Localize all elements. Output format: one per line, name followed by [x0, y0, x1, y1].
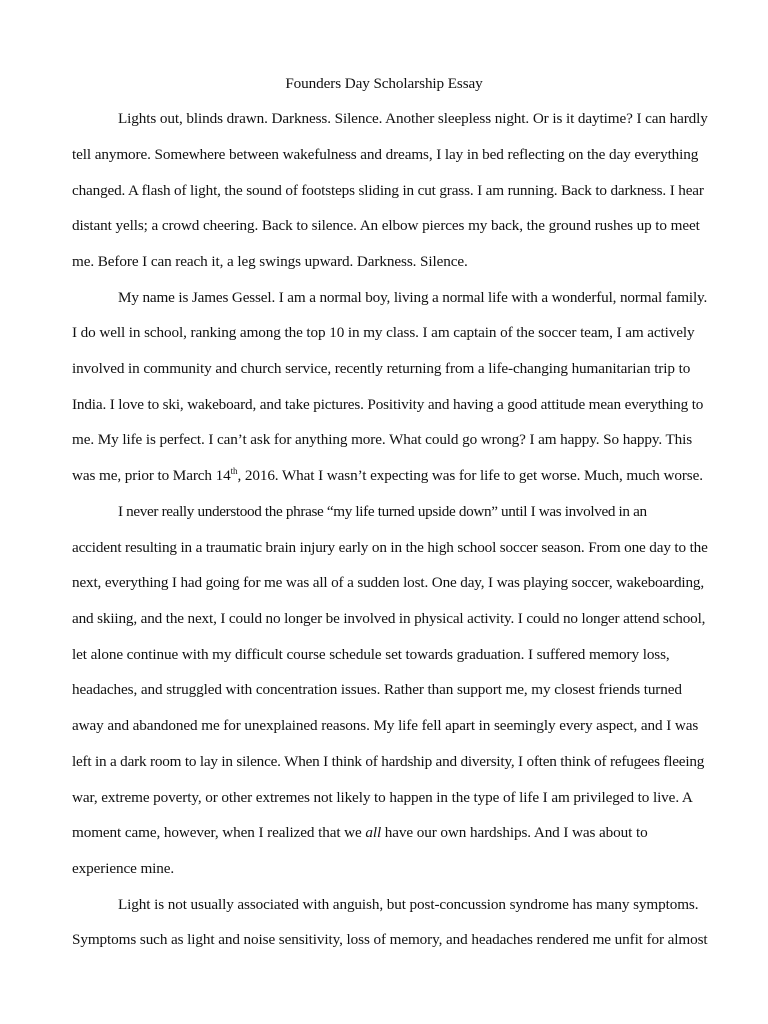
text-line: I never really understood the phrase “my life turned upside down” until I was involved in an [118, 503, 647, 520]
text-line: experience mine. [72, 860, 175, 877]
text-line: left in a dark room to lay in silence. When I think of hardship and diversity, I often think of refugees fleeing [72, 753, 705, 770]
text-segment: have our own hardships. And I was about to [381, 824, 648, 841]
text-segment: , 2016. What I wasn’t expecting was for life to get worse. Much, much worse. [237, 467, 703, 484]
text-line: and skiing, and the next, I could no longer be involved in physical activity. I could no longer attend school, [72, 610, 706, 627]
text-line: away and abandoned me for unexplained reasons. My life fell apart in seemingly every aspect, and I was [72, 717, 699, 734]
text-line-moment [72, 824, 648, 842]
text-line: next, everything I had going for me was all of a sudden lost. One day, I was playing soccer, wakeboarding, [72, 574, 705, 591]
text-line: distant yells; a crowd cheering. Back to silence. An elbow pierces my back, the ground rushes up to meet [72, 217, 700, 234]
text-line: India. I love to ski, wakeboard, and take pictures. Positivity and having a good attitude mean everything to [72, 396, 704, 413]
text-line: headaches, and struggled with concentration issues. Rather than support me, my closest friends turned [72, 681, 682, 698]
text-line-march [72, 467, 703, 485]
superscript: th [230, 466, 238, 476]
text-line: war, extreme poverty, or other extremes not likely to happen in the type of life I am privileged to live. A [72, 789, 693, 806]
text-line: me. Before I can reach it, a leg swings upward. Darkness. Silence. [72, 253, 468, 270]
text-line: Symptoms such as light and noise sensitivity, loss of memory, and headaches rendered me unfit for almost [72, 931, 708, 948]
text-line: Light is not usually associated with anguish, but post-concussion syndrome has many symptoms. [118, 896, 699, 913]
text-line: tell anymore. Somewhere between wakefulness and dreams, I lay in bed reflecting on the day everything [72, 146, 699, 163]
text-segment: moment came, however, when I realized that we [72, 824, 366, 841]
text-line: involved in community and church service, recently returning from a life-changing humanitarian trip to [72, 360, 691, 377]
essay-title: Founders Day Scholarship Essay [285, 75, 483, 92]
emphasis: all [365, 824, 382, 841]
text-line: changed. A flash of light, the sound of footsteps sliding in cut grass. I am running. Back to darkness. I hear [72, 182, 704, 199]
text-segment: was me, prior to March 14 [72, 467, 231, 484]
text-line: accident resulting in a traumatic brain injury early on in the high school soccer season. From one day to the [72, 539, 708, 556]
text-line: me. My life is perfect. I can’t ask for anything more. What could go wrong? I am happy. So happy. This [72, 431, 693, 448]
text-line: Lights out, blinds drawn. Darkness. Silence. Another sleepless night. Or is it daytime? I can hardly [118, 110, 708, 127]
text-line: I do well in school, ranking among the top 10 in my class. I am captain of the soccer team, I am actively [72, 324, 695, 341]
text-line: My name is James Gessel. I am a normal boy, living a normal life with a wonderful, normal family. [118, 289, 708, 306]
text-line: let alone continue with my difficult course schedule set towards graduation. I suffered memory loss, [72, 646, 670, 663]
